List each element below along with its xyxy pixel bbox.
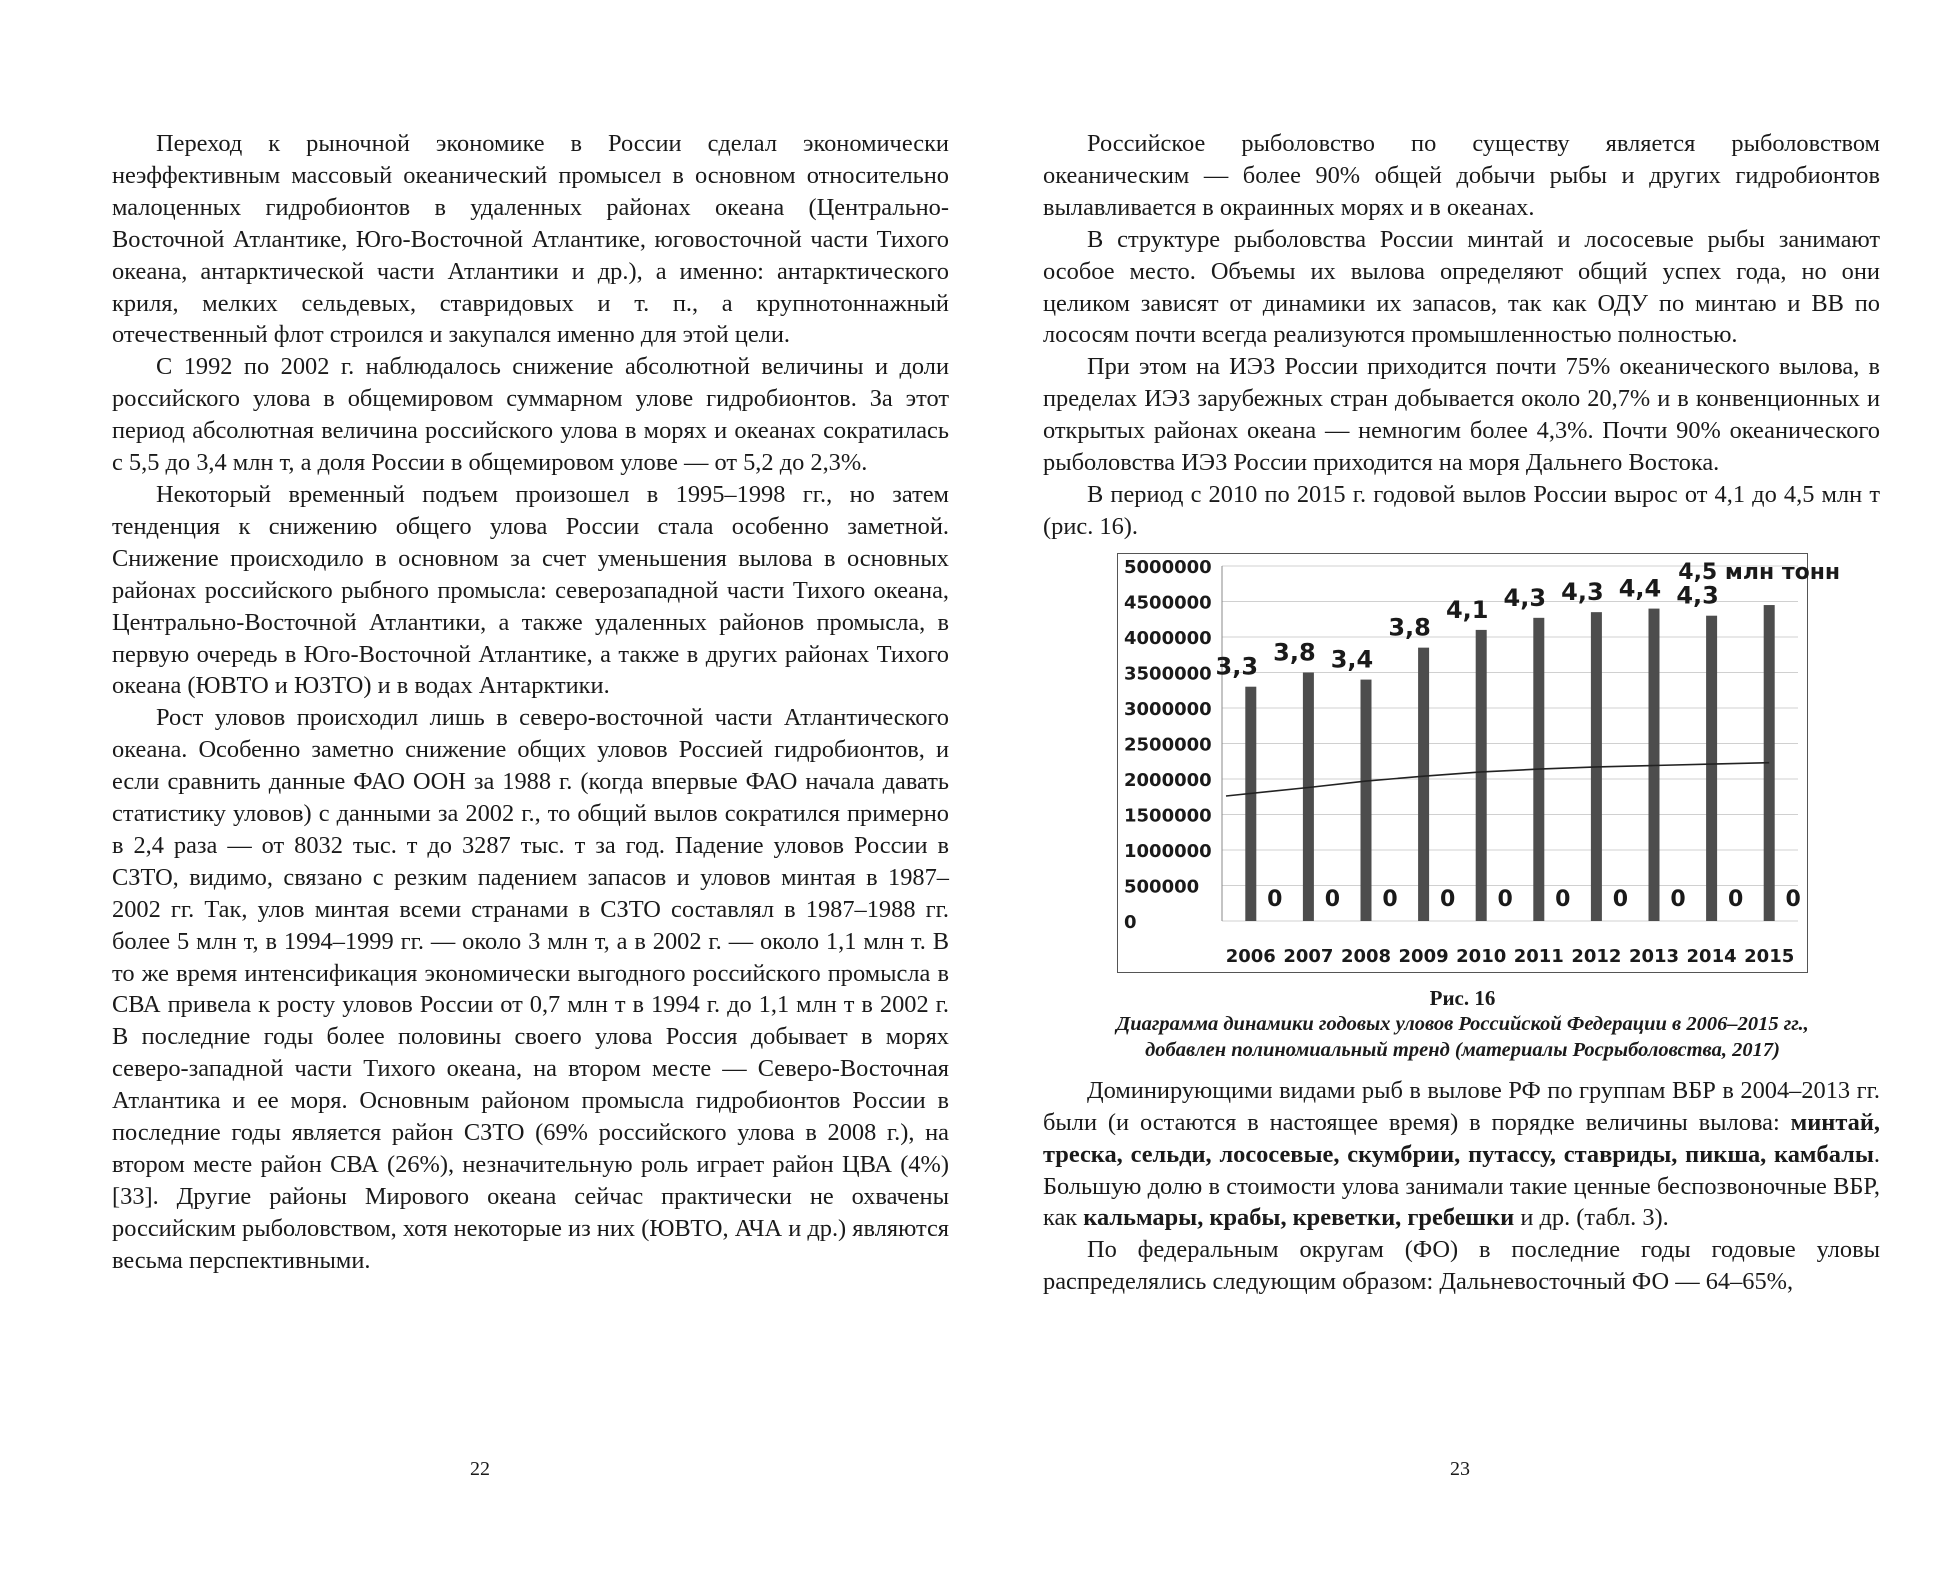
right-paragraph-4: В период с 2010 по 2015 г. годовой вылов России вырос от 4,1 до 4,5 млн т (рис. 16).	[1043, 480, 1880, 540]
bar	[1418, 647, 1429, 920]
p5-bold-fish: минтай, треска, сельди, лососевые, скумбрии, путассу, ставриды, пикша, камбалы	[1043, 1108, 1880, 1168]
chart-frame	[1117, 553, 1841, 973]
top-data-label: 3,8	[1273, 638, 1316, 667]
figure-number: Рис. 16	[1429, 985, 1496, 1010]
left-paragraph-1: Переход к рыночной экономике в России сделал экономически неэффективным массовый океанический промысел в основном относительно малоценных гидробионтов в удаленных районах океана (Центрально-Восточной Атлантике, Юго-Восточной Атлантике, юговосточной части Тихого океана, антарктической части Атлантики и др.), а именно: антарктического криля, мелких сельдевых, ставридовых и т. п., а крупнотоннажный отечественный флот строился и закупался именно для этой цели.	[112, 130, 949, 349]
bar	[1303, 672, 1314, 921]
right-page	[1043, 128, 1880, 1298]
x-tick-label: 2009	[1398, 945, 1449, 967]
y-tick-label: 3500000	[1124, 663, 1212, 685]
zero-data-label: 0	[1612, 886, 1629, 912]
zero-data-label: 0	[1324, 886, 1341, 912]
zero-data-label: 0	[1497, 886, 1513, 912]
y-tick-label: 500000	[1124, 876, 1200, 898]
y-tick-label: 2000000	[1124, 769, 1212, 791]
right-paragraph-2: В структуре рыболовства России минтай и лососевые рыбы занимают особое место. Объемы их вылова определяют общий успех года, но они целиком зависят от динамики их запасов, так как ОДУ по минтаю и ВВ по лососям почти всегда реализуются промышленностью полностью.	[1043, 225, 1880, 349]
p5-text-3: и др. (табл. 3).	[1514, 1204, 1669, 1232]
x-tick-label: 2012	[1571, 945, 1622, 967]
right-paragraph-3: При этом на ИЭЗ России приходится почти 75% океанического вылова, в пределах ИЭЗ зарубежных стран добывается около 20,7% и в конвенционных и открытых районах океана — немногим более 4,3%. Почти 90% океанического рыболовства ИЭЗ России приходится на моря Дальнего Востока.	[1043, 353, 1880, 477]
top-data-label: 3,8	[1388, 613, 1431, 642]
y-tick-label: 5000000	[1124, 556, 1212, 578]
left-paragraph-3: Некоторый временный подъем произошел в 1995–1998 гг., но затем тенденция к снижению общего улова России стала особенно заметной. Снижение происходило в основном за счет уменьшения вылова в основных районах российского рыбного промысла: северозападной части Тихого океана, Центрально-Восточной Атлантики, а также удаленных районов промысла, в первую очередь в Юго-Восточной Атлантике, а также в других районах Тихого океана (ЮВТО и ЮЗТО) и в водах Антарктики.	[112, 480, 949, 700]
x-tick-label: 2007	[1283, 945, 1334, 967]
zero-data-label: 0	[1670, 886, 1686, 912]
left-page-number: 22	[470, 1458, 490, 1480]
p5-text-2: . Большую долю в стоимости улова занимали такие ценные беспозвоночные ВБР, как	[1043, 1140, 1880, 1232]
bar	[1361, 679, 1372, 920]
x-tick-label: 2015	[1744, 945, 1795, 967]
bar	[1245, 686, 1256, 920]
y-tick-label: 3000000	[1124, 698, 1212, 720]
zero-data-label: 0	[1439, 886, 1456, 912]
y-tick-label: 4000000	[1124, 627, 1212, 649]
top-data-label: 4,5 млн тонн	[1678, 559, 1841, 585]
right-page-number: 23	[1450, 1458, 1470, 1480]
right-paragraph-1: Российское рыболовство по существу является рыболовством океаническим — более 90% общей добычи рыбы и других гидробионтов вылавливается в окраинных морях и в океанах.	[1043, 130, 1880, 221]
right-paragraph-5	[1043, 1075, 1880, 1235]
top-data-label: 4,4	[1618, 574, 1662, 603]
top-data-label: 4,3	[1561, 577, 1604, 606]
x-tick-label: 2008	[1340, 945, 1392, 967]
left-paragraph-2: С 1992 по 2002 г. наблюдалось снижение абсолютной величины и доли российского улова в общемировом суммарном улове гидробионтов. За этот период абсолютная величина российского улова в морях и океанах сократилась с 5,5 до 3,4 млн т, а доля России в общемировом улове — от 5,2 до 2,3%.	[112, 353, 949, 477]
p5-bold-invertebrates: кальмары, крабы, креветки, гребешки	[1083, 1204, 1515, 1232]
zero-data-label: 0	[1785, 886, 1801, 912]
y-tick-label: 2500000	[1124, 734, 1212, 756]
x-tick-label: 2010	[1456, 945, 1507, 967]
x-tick-label: 2014	[1686, 945, 1737, 967]
figure-caption	[1077, 1011, 1848, 1063]
figure-caption-line-2: добавлен полиномиальный тренд (материалы Росрыболовства, 2017)	[1145, 1038, 1780, 1061]
figure-16	[1116, 553, 1841, 1063]
y-tick-label: 0	[1124, 911, 1137, 933]
left-page	[112, 128, 949, 1277]
top-data-label: 4,3	[1676, 581, 1719, 610]
zero-data-label: 0	[1267, 886, 1283, 912]
p5-text-1: Доминирующими видами рыб в вылове РФ по группам ВБР в 2004–2013 гг. были (и остаются в настоящее время) в порядке величины вылова:	[1043, 1076, 1880, 1136]
top-data-label: 4,3	[1503, 583, 1547, 612]
bar	[1706, 615, 1717, 920]
zero-data-label: 0	[1555, 886, 1571, 912]
figure-caption-line-1: Диаграмма динамики годовых уловов Российской Федерации в 2006–2015 гг.,	[1116, 1012, 1809, 1035]
bar	[1476, 630, 1487, 921]
right-paragraph-6: По федеральным округам (ФО) в последние годы годовые уловы распределялись следующим образом: Дальневосточный ФО — 64–65%,	[1043, 1236, 1880, 1296]
top-data-label: 4,1	[1445, 595, 1489, 624]
top-data-label: 3,3	[1215, 652, 1259, 681]
y-tick-label: 1500000	[1124, 805, 1212, 827]
x-tick-label: 2011	[1513, 945, 1564, 967]
left-paragraph-4: Рост уловов происходил лишь в северо-восточной части Атлантического океана. Особенно заметно снижение общих уловов Россией гидробионтов, и если сравнить данные ФАО ООН за 1988 г. (когда впервые ФАО начала давать статистику уловов) с данными за 2002 г., то общий вылов сократился примерно в 2,4 раза — от 8032 тыс. т до 3287 тыс. т за год. Падение уловов России в СЗТО, видимо, связано с резким падением запасов и уловов минтая в 1987–2002 гг. Так, улов минтая всеми странами в СЗТО составлял в 1987–1988 гг. более 5 млн т, в 1994–1999 гг. — около 3 млн т, а в 2002 г. — около 1,1 млн т. В то же время интенсификация экономически выгодного российского промысла в СВА привела к росту уловов России от 0,7 млн т в 1994 г. до 1,1 млн т в 2002 г. В последние годы более половины своего улова Россия добывает в морях северо-западной части Тихого океана, на втором месте — Северо-Восточная Атлантика и ее моря. Основным районом промысла гидробионтов России в последние годы является район СЗТО (69% российского улова в 2008 г.), на втором месте район СВА (26%), незначительную роль играет район ЦВА (4%) [33]. Другие районы Мирового океана сейчас практически не охвачены российским рыболовством, хотя некоторые из них (ЮВТО, АЧА и др.) являются весьма перспективными.	[112, 704, 949, 1274]
zero-data-label: 0	[1727, 886, 1744, 912]
y-tick-label: 1000000	[1124, 840, 1212, 862]
x-tick-label: 2013	[1628, 945, 1680, 967]
top-data-label: 3,4	[1330, 645, 1374, 674]
zero-data-label: 0	[1382, 886, 1398, 912]
x-tick-label: 2006	[1225, 945, 1276, 967]
y-tick-label: 4500000	[1124, 592, 1212, 614]
catch-bar-chart	[1118, 554, 1841, 974]
